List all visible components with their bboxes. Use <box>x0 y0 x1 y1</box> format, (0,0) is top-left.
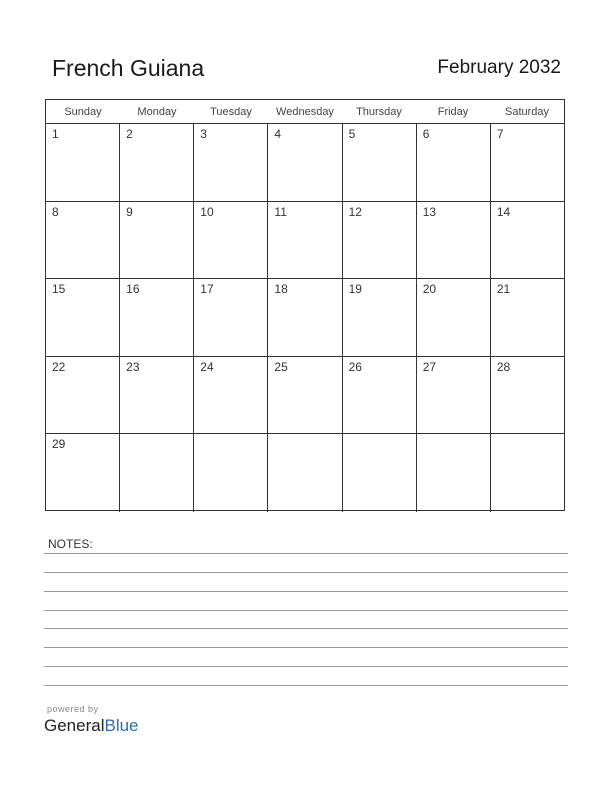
day-number: 7 <box>496 127 504 141</box>
day-number: 24 <box>200 359 214 374</box>
day-cell <box>120 124 194 201</box>
weekday-saturday: Saturday <box>504 106 550 118</box>
note-line <box>44 553 568 554</box>
day-cell <box>194 202 268 279</box>
day-number: 26 <box>348 359 362 374</box>
day-cell <box>268 202 342 279</box>
notes-label: NOTES: <box>48 537 93 551</box>
day-number: 29 <box>52 437 66 451</box>
day-number: 23 <box>126 359 140 374</box>
day-cell <box>491 434 564 512</box>
day-number: 20 <box>422 282 437 296</box>
day-number: 15 <box>52 282 66 296</box>
day-number: 6 <box>422 127 430 141</box>
day-cell <box>194 357 268 434</box>
day-cell <box>268 357 342 434</box>
day-cell <box>120 434 194 512</box>
note-line <box>44 591 568 592</box>
day-number: 14 <box>496 204 511 219</box>
day-number: 4 <box>274 127 282 141</box>
day-cell <box>417 279 491 356</box>
day-cell <box>268 124 342 201</box>
day-number: 8 <box>52 204 59 219</box>
weekday-tuesday: Tuesday <box>210 106 252 118</box>
day-cell <box>417 202 491 279</box>
weekday-monday: Monday <box>137 106 177 118</box>
day-cell <box>120 357 194 434</box>
week-row <box>46 434 564 512</box>
note-line <box>44 647 568 648</box>
day-cell <box>491 279 564 356</box>
day-cell <box>46 357 120 434</box>
day-cell <box>491 124 564 201</box>
day-cell <box>417 357 491 434</box>
note-line <box>44 685 568 686</box>
day-number: 3 <box>200 127 207 141</box>
note-line <box>44 666 568 667</box>
week-row <box>46 202 564 280</box>
calendar-grid <box>45 99 565 511</box>
day-number: 13 <box>422 204 437 219</box>
day-cell <box>46 124 120 201</box>
month-year: February 2032 <box>437 57 561 78</box>
day-cell <box>491 357 564 434</box>
day-cell <box>120 202 194 279</box>
generalblue-logo[interactable] <box>44 716 139 736</box>
day-cell <box>343 124 417 201</box>
day-cell <box>194 279 268 356</box>
weekday-wednesday: Wednesday <box>276 106 334 118</box>
day-number: 10 <box>200 204 214 219</box>
logo-blue-text: Blue <box>104 716 139 735</box>
day-cell <box>46 202 120 279</box>
day-number: 16 <box>126 282 140 296</box>
weekday-sunday: Sunday <box>64 106 102 118</box>
week-row <box>46 279 564 357</box>
day-number: 2 <box>126 127 133 141</box>
weekday-friday: Friday <box>437 106 469 118</box>
day-cell <box>120 279 194 356</box>
logo-general-text: General <box>44 716 105 735</box>
day-cell <box>268 279 342 356</box>
week-row <box>46 357 564 435</box>
day-number: 25 <box>274 359 288 374</box>
day-number: 12 <box>348 204 362 219</box>
day-cell <box>194 124 268 201</box>
day-number: 17 <box>200 282 214 296</box>
day-cell <box>417 124 491 201</box>
weekday-thursday: Thursday <box>356 106 402 118</box>
day-number: 9 <box>126 204 133 219</box>
day-cell <box>268 434 342 512</box>
day-cell <box>46 279 120 356</box>
day-number: 22 <box>52 359 66 374</box>
day-cell <box>343 279 417 356</box>
day-cell <box>343 434 417 512</box>
day-cell <box>46 434 120 512</box>
day-cell <box>491 202 564 279</box>
powered-by-text: powered by <box>47 704 99 714</box>
day-cell <box>343 357 417 434</box>
day-cell <box>194 434 268 512</box>
note-line <box>44 628 568 629</box>
page-title: French Guiana <box>52 55 205 81</box>
week-row <box>46 124 564 202</box>
day-cell <box>343 202 417 279</box>
weekday-header-row <box>46 100 564 124</box>
day-number: 11 <box>274 204 287 219</box>
day-number: 21 <box>496 282 511 296</box>
note-line <box>44 610 568 611</box>
day-number: 19 <box>348 282 362 296</box>
day-number: 28 <box>496 359 511 374</box>
note-line <box>44 572 568 573</box>
day-cell <box>417 434 491 512</box>
day-number: 27 <box>422 359 437 374</box>
day-number: 18 <box>274 282 288 296</box>
day-number: 5 <box>348 127 356 141</box>
day-number: 1 <box>52 127 59 141</box>
